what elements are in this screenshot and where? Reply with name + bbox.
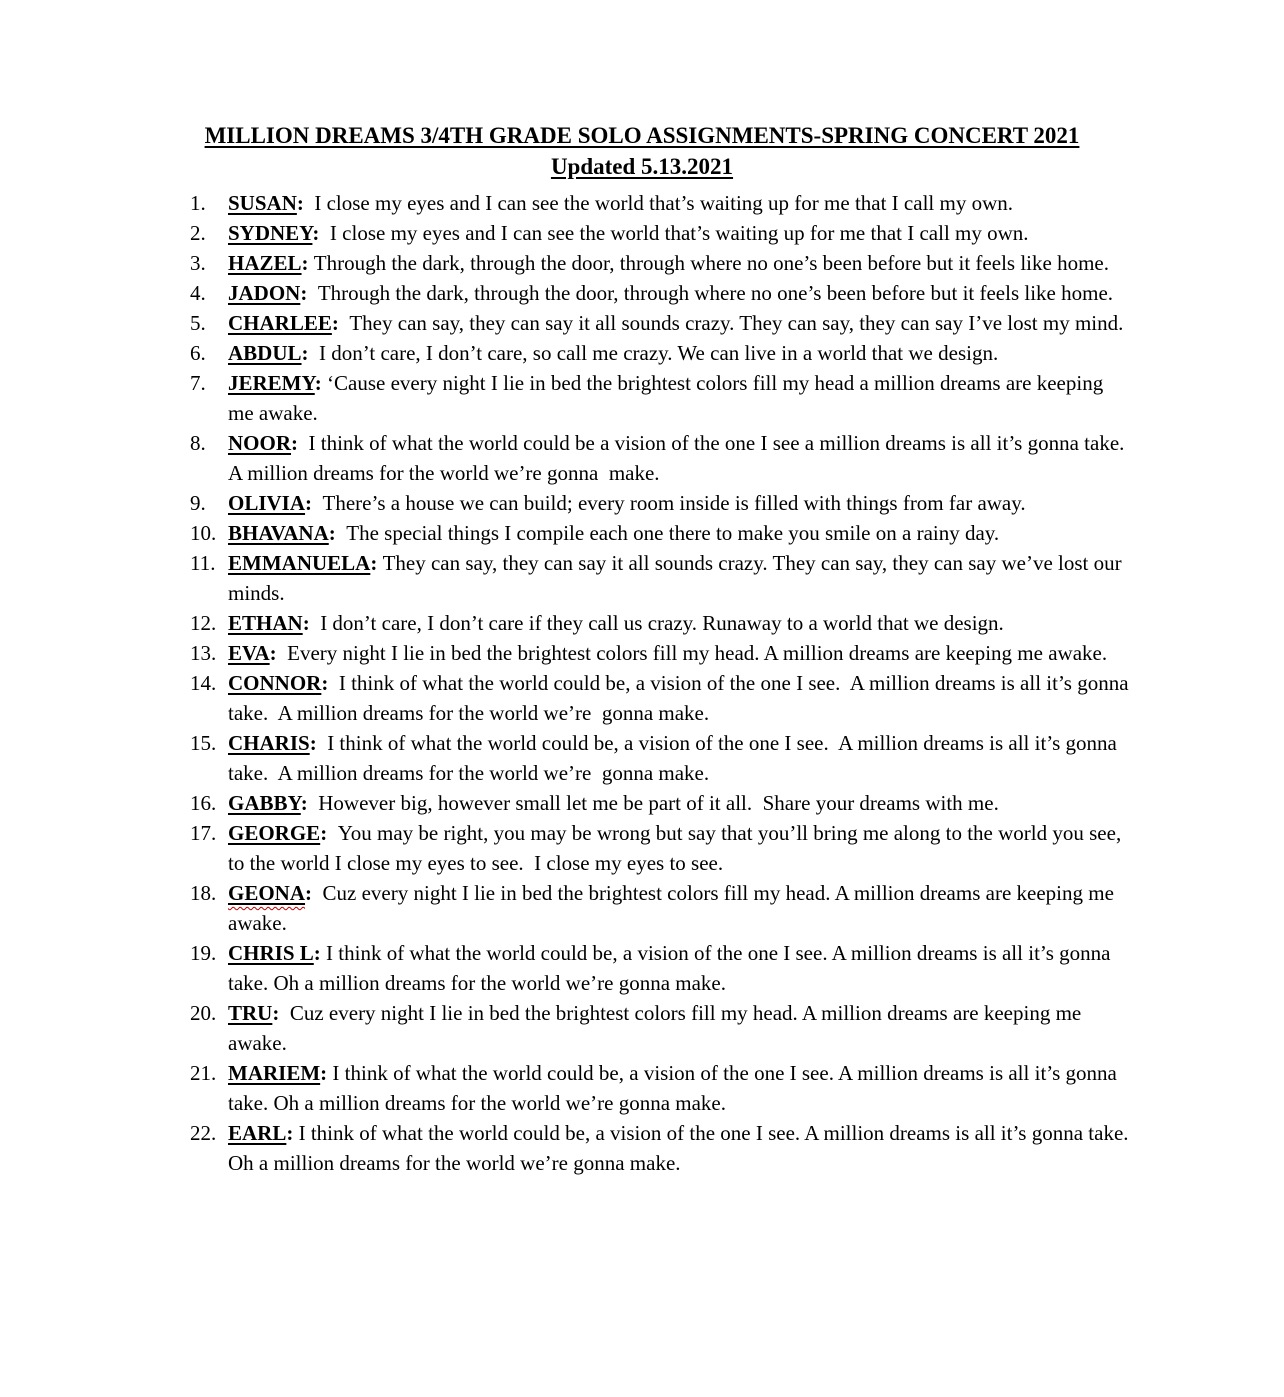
student-name-text: OLIVIA xyxy=(228,491,306,515)
list-item xyxy=(190,188,1134,218)
item-number: 11. xyxy=(190,551,216,575)
item-number: 5. xyxy=(190,311,206,335)
page-content xyxy=(150,120,1134,1178)
student-name-text: SUSAN xyxy=(228,191,297,215)
list-item xyxy=(190,638,1134,668)
student-name-text: MARIEM xyxy=(228,1061,321,1085)
item-number: 22. xyxy=(190,1121,217,1145)
item-number: 4. xyxy=(190,281,206,305)
list-item xyxy=(190,368,1134,428)
student-name xyxy=(228,281,300,305)
item-number: 18. xyxy=(190,881,217,905)
student-name-text: SYDNEY xyxy=(228,221,313,245)
student-name-text: NOOR xyxy=(228,431,291,455)
student-name-text: CHARLEE xyxy=(228,311,332,335)
list-item xyxy=(190,548,1134,608)
student-name-text: CONNOR xyxy=(228,671,322,695)
item-number: 2. xyxy=(190,221,206,245)
student-name-text: EVA xyxy=(228,641,270,665)
student-name xyxy=(228,521,329,545)
item-number: 15. xyxy=(190,731,217,755)
solo-lyric: I think of what the world could be, a vision of the one I see. A million dreams is all it’s gonna take. Oh a million dreams for the world we’re gonna make. xyxy=(228,941,1116,995)
item-number: 17. xyxy=(190,821,217,845)
name-colon: : xyxy=(301,251,314,275)
student-name-text: GABBY xyxy=(228,791,301,815)
name-colon: : xyxy=(370,551,383,575)
student-name xyxy=(228,191,297,215)
list-item xyxy=(190,938,1134,998)
student-name-text: TRU xyxy=(228,1001,273,1025)
item-number: 3. xyxy=(190,251,206,275)
student-name xyxy=(228,311,332,335)
student-name-text: GEONA xyxy=(228,881,306,905)
name-colon: : xyxy=(286,1121,299,1145)
name-colon: : xyxy=(312,221,330,245)
student-name-text: JADON xyxy=(228,281,301,305)
list-item xyxy=(190,788,1134,818)
item-number: 9. xyxy=(190,491,206,515)
student-name xyxy=(228,551,370,575)
name-colon: : xyxy=(302,611,321,635)
item-number: 1. xyxy=(190,191,206,215)
student-name xyxy=(228,821,320,845)
student-name-text: HAZEL xyxy=(228,251,302,275)
name-colon: : xyxy=(331,311,350,335)
student-name xyxy=(228,371,315,395)
name-colon: : xyxy=(314,371,327,395)
name-colon: : xyxy=(309,731,328,755)
student-name xyxy=(228,941,314,965)
student-name xyxy=(228,1001,272,1025)
student-name-text: JEREMY xyxy=(228,371,315,395)
name-colon: : xyxy=(300,281,318,305)
list-item xyxy=(190,1058,1134,1118)
name-colon: : xyxy=(291,431,309,455)
student-name-text: GEORGE xyxy=(228,821,321,845)
list-item xyxy=(190,338,1134,368)
solo-lyric: Cuz every night I lie in bed the brightest colors fill my head. A million dreams are keeping me awake. xyxy=(228,1001,1087,1055)
list-item xyxy=(190,278,1134,308)
solo-lyric: I don’t care, I don’t care, so call me crazy. We can live in a world that we design. xyxy=(319,341,999,365)
item-number: 20. xyxy=(190,1001,217,1025)
student-name xyxy=(228,671,321,695)
name-colon: : xyxy=(301,341,320,365)
name-colon: : xyxy=(320,1061,333,1085)
list-item xyxy=(190,728,1134,788)
student-name xyxy=(228,431,291,455)
item-number: 7. xyxy=(190,371,206,395)
list-item xyxy=(190,308,1134,338)
item-number: 21. xyxy=(190,1061,217,1085)
student-name xyxy=(228,1061,320,1085)
solo-lyric: Every night I lie in bed the brightest colors fill my head. A million dreams are keeping me awake. xyxy=(287,641,1108,665)
item-number: 13. xyxy=(190,641,217,665)
item-number: 16. xyxy=(190,791,217,815)
student-name xyxy=(228,491,305,515)
student-name-text: EARL xyxy=(228,1121,287,1145)
solo-lyric: I think of what the world could be, a vision of the one I see. A million dreams is all it’s gonna take. Oh a million dreams for the world we’re gonna make. xyxy=(228,1121,1134,1175)
list-item xyxy=(190,878,1134,938)
solo-lyric: I don’t care, I don’t care if they call us crazy. Runaway to a world that we design. xyxy=(320,611,1004,635)
item-number: 8. xyxy=(190,431,206,455)
student-name xyxy=(228,881,305,905)
solo-lyric: However big, however small let me be part of it all. Share your dreams with me. xyxy=(318,791,999,815)
student-name xyxy=(228,251,302,275)
item-number: 14. xyxy=(190,671,217,695)
solo-lyric: ‘Cause every night I lie in bed the brightest colors fill my head a million dreams are keeping me awake. xyxy=(228,371,1109,425)
student-name xyxy=(228,731,310,755)
student-name-text: ABDUL xyxy=(228,341,302,365)
list-item xyxy=(190,218,1134,248)
solo-lyric: They can say, they can say it all sounds crazy. They can say, they can say we’ve lost our minds. xyxy=(228,551,1127,605)
student-name xyxy=(228,221,312,245)
assignment-list xyxy=(150,188,1134,1178)
student-name xyxy=(228,791,301,815)
student-name-text: BHAVANA xyxy=(228,521,329,545)
item-number: 12. xyxy=(190,611,217,635)
solo-lyric: There’s a house we can build; every room inside is filled with things from far away. xyxy=(322,491,1026,515)
list-item xyxy=(190,608,1134,638)
name-colon: : xyxy=(305,491,323,515)
solo-lyric: I think of what the world could be, a vision of the one I see. A million dreams is all it’s gonna take. A million dreams for the world we’re gonna make. xyxy=(228,731,1123,785)
item-number: 6. xyxy=(190,341,206,365)
student-name xyxy=(228,611,303,635)
list-item xyxy=(190,1118,1134,1178)
document-title: MILLION DREAMS 3/4TH GRADE SOLO ASSIGNMENTS-SPRING CONCERT 2021 xyxy=(204,123,1080,148)
document-subtitle: Updated 5.13.2021 xyxy=(550,154,734,179)
name-colon: : xyxy=(321,671,339,695)
name-colon: : xyxy=(320,821,338,845)
solo-lyric: The special things I compile each one there to make you smile on a rainy day. xyxy=(346,521,1000,545)
item-number: 10. xyxy=(190,521,217,545)
solo-lyric: I think of what the world could be a vision of the one I see a million dreams is all it’s gonna take. A million dreams for the world we’re gonna make. xyxy=(228,431,1129,485)
list-item xyxy=(190,518,1134,548)
solo-lyric: I close my eyes and I can see the world that’s waiting up for me that I call my own. xyxy=(314,191,1013,215)
student-name xyxy=(228,641,270,665)
student-name-text: CHARIS xyxy=(228,731,310,755)
name-colon: : xyxy=(328,521,347,545)
solo-lyric: You may be right, you may be wrong but say that you’ll bring me along to the world you see, to the world I close my eyes to see. I close my eyes to see. xyxy=(228,821,1127,875)
name-colon: : xyxy=(300,791,319,815)
list-item xyxy=(190,998,1134,1058)
solo-lyric: They can say, they can say it all sounds crazy. They can say, they can say I’ve lost my mind. xyxy=(349,311,1124,335)
name-colon: : xyxy=(269,641,288,665)
student-name-text: CHRIS L xyxy=(228,941,314,965)
solo-lyric: I think of what the world could be, a vision of the one I see. A million dreams is all it’s gonna take. A million dreams for the world we’re gonna make. xyxy=(228,671,1134,725)
name-colon: : xyxy=(305,881,323,905)
solo-lyric: I close my eyes and I can see the world that’s waiting up for me that I call my own. xyxy=(329,221,1029,245)
solo-lyric: Cuz every night I lie in bed the brightest colors fill my head. A million dreams are keeping me awake. xyxy=(228,881,1120,935)
solo-lyric: Through the dark, through the door, through where no one’s been before but it feels like home. xyxy=(317,281,1114,305)
solo-lyric: Through the dark, through the door, through where no one’s been before but it feels like home. xyxy=(313,251,1109,275)
list-item xyxy=(190,428,1134,488)
student-name-text: ETHAN xyxy=(228,611,303,635)
list-item xyxy=(190,488,1134,518)
list-item xyxy=(190,818,1134,878)
solo-lyric: I think of what the world could be, a vision of the one I see. A million dreams is all it’s gonna take. Oh a million dreams for the world we’re gonna make. xyxy=(228,1061,1123,1115)
list-item xyxy=(190,248,1134,278)
name-colon: : xyxy=(296,191,315,215)
student-name xyxy=(228,1121,286,1145)
student-name xyxy=(228,341,302,365)
name-colon: : xyxy=(272,1001,290,1025)
student-name-text: EMMANUELA xyxy=(228,551,371,575)
item-number: 19. xyxy=(190,941,217,965)
name-colon: : xyxy=(313,941,327,965)
list-item xyxy=(190,668,1134,728)
